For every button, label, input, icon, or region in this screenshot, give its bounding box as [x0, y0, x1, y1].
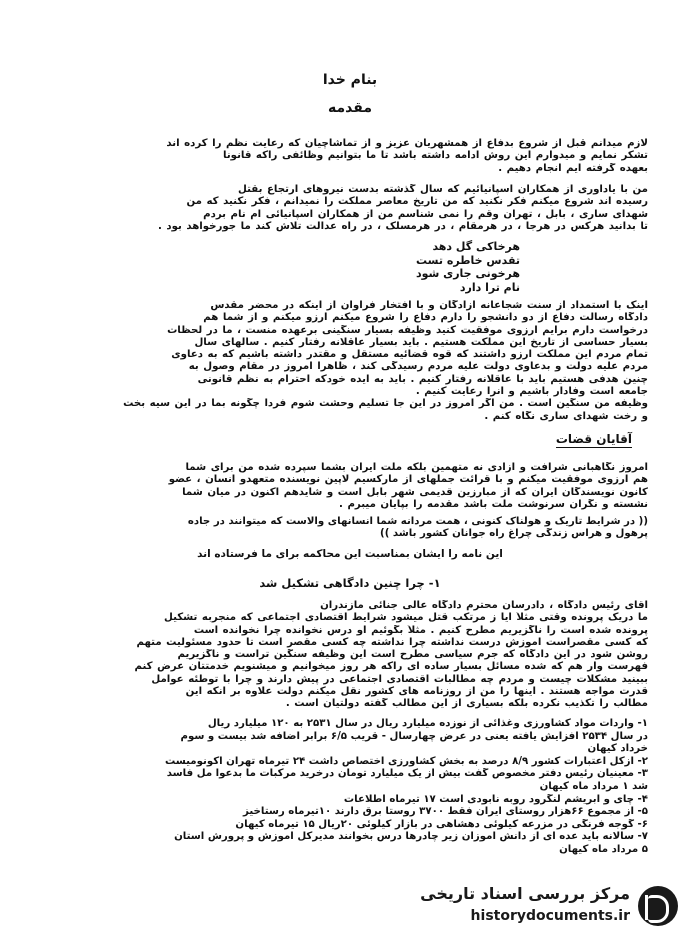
text-line: که کسی مقصراست آموزش درست نداشته چرا نداشته چه کسی مقصر است تا حدود مسئولیت متهم — [136, 636, 648, 648]
remembrance-paragraph — [68, 184, 648, 233]
poem-block — [300, 240, 520, 294]
list-item: ۵ مرداد ماه کیهان — [559, 843, 648, 855]
section-body — [68, 600, 648, 711]
list-item: ۲- ازکل اعتبارات کشور ۸/۹ درصد به بخش کشاورزی اختصاص داشت ۲۴ تیرماه تهران اکونومیست — [164, 755, 648, 767]
basmala-heading: بنام خدا — [322, 72, 378, 88]
text-line: جامعه است وفادار باشیم و آنرا رعایت کنیم . — [415, 386, 648, 398]
text-line: نشسته و نگران سرنوشت ملت باشد مقدمه را بپایان میبرم . — [339, 498, 648, 510]
text-line: ما دریک پرونده وقتی مثلاً آیا ز مرتکب قتل میشود شرایط اقتصادی اجتماعی که منجربه تشکیل — [164, 612, 648, 624]
intro-paragraph — [68, 138, 648, 175]
text-line: وظیفه من سنگین است . من اگر امروز در این جا تسلیم وحشت شوم فردا چگونه بما در این سیه بخت — [123, 398, 648, 410]
text-line: ببینید مشکلات چیست و مردم چه مطالبات اقتصادی اجتماعی در پیش دارند و چرا با توطئه عوامل — [151, 673, 648, 685]
text-line: هم آرزوی موفقیت میکنم و با قرائت جملهای از مارکسیم لاپین نویسنده متعهدو انسان ، عضو — [168, 474, 648, 486]
text-line: شهدای ساری ، بابل ، تهران وقم را نمی شناسم من از همکاران اسپانیائی ام نام بردم — [203, 208, 648, 220]
defense-paragraph — [68, 300, 648, 423]
archive-logo-icon — [638, 886, 678, 926]
quote-line: (( در شرایط تاریک و هولناک کنونی ، همت مردانه شما انسانهای والاست که میتوانند در جاده — [187, 516, 648, 527]
text-line: اینک با استمداد از سنت شجاعانه آزادگان و با افتخار فراوان از اینکه در محضر مقدس — [210, 300, 648, 311]
watermark-url: historydocuments.ir — [470, 908, 630, 924]
list-item: ۷- سالانه باید عده ای از دانش آموزان زیر چادرها درس بخوانند مدیرکل آموزش و پرورش استان — [174, 831, 648, 843]
section-heading: ۱- چرا چنین دادگاهی تشکیل شد — [259, 576, 441, 590]
text-line: مطالب را تکذیب نکرده بلکه بسیاری از این مطالب گفته دولتیان است . — [285, 698, 648, 710]
judges-paragraph — [68, 462, 648, 511]
text-line: دادگاه رسالت دفاع از دو دانشجو را دارم دفاع را شروع میکنم آرزو میکنم و از شما هم — [203, 312, 648, 324]
text-line: چنین هدفی هستیم باید با عاقلانه رفتار کنیم . باید به ایده خودکه احترام به نظم قانونی — [197, 373, 648, 385]
poem-line: تقدس خاطره تست — [416, 253, 520, 267]
text-line: تا بدانید هرکس در هرجا ، در هرمقام ، در هرمسلک ، در راه عدالت تلاش کند ما جورخواهد بود . — [157, 220, 648, 232]
closing-line: این نامه را ایشان بمناسبت این محاکمه برای ما فرستاده اند — [197, 548, 503, 560]
text-line: تمام مردم این مملکت آرزو داشتند که قوه قضائیه مستقل و مقتدر داشته باشیم که به دعاوی — [171, 349, 648, 361]
text-line: قدرت مواجه هستند . اینها را من از روزنامه های کشور نقل میکنم دولت علاوه بر آنکه این — [185, 686, 648, 698]
judges-heading — [556, 432, 632, 446]
text-line: فهرست وار هم که شده مسائل بسیار ساده ای راکه هر روز میخوانیم و میشنویم خدمتتان عرض کنم — [134, 661, 648, 673]
text-line: امروز نگاهبانی شرافت و آزادی نه متهمین بلکه ملت ایران بشما سپرده شده من برای شما — [185, 462, 648, 473]
list-item: ۱- واردات مواد کشاورزی وغذائی از نوزده میلیارد ریال در سال ۲۵۳۱ به ۱۲۰ میلیارد ریال — [207, 718, 648, 729]
poem-line: هرخونی جاری شود — [415, 267, 520, 280]
text-line: بعهده گرفته ایم انجام دهیم . — [498, 162, 648, 174]
text-line: رسیده اند شروع میکنم فکر نکنید که من تاریخ معاصر مملکت را نمیدانم ، فکر نکنید که من — [186, 196, 648, 208]
text-line: بسیار حساسی از تاریخ این مملکت هستیم . باید بسیار عاقلانه رفتار کنیم . سالهای سال — [194, 336, 648, 348]
document-title: مقدمه — [328, 100, 372, 116]
list-item: خرداد کیهان — [587, 743, 648, 755]
text-line: لازم میدانم قبل از شروع بدفاع از همشهریان عزیز و از تماشاچیان که رعایت نظم را کرده اند — [166, 138, 648, 149]
list-item: ۴- چای و ابریشم لنگرود روبه نابودی است ۱۷ تیرماه اطلاعات — [343, 793, 648, 805]
text-line: پرونده شده است را ناگزیریم مطرح کنیم . مثلاً بگوئیم او درس نخوانده چرا نخوانده است — [193, 624, 648, 636]
list-item: ۶- گوجه فرنگی در مزرعه کیلوئی دهشاهی در بازار کیلوئی ۲۰ریال ۱۵ تیرماه کیهان — [235, 818, 648, 830]
statistics-list — [68, 718, 648, 857]
watermark — [418, 884, 678, 932]
text-line: درخواست دارم برایم آرزوی موفقیت کنید وظیفه بسیار سنگینی برعهده منست ، ما در لحظات — [167, 324, 648, 336]
text-line: و رخت شهدای ساری نگاه کنم . — [484, 410, 648, 422]
watermark-name: مرکز بررسی اسناد تاریخی — [420, 884, 630, 903]
poem-line: نام ترا دارد — [459, 280, 520, 294]
list-item: در سال ۲۵۳۴ افزایش یافته یعنی در عرض چهارسال - قریب ۶/۵ برابر اضافه شد بیست و سوم — [180, 730, 648, 742]
quote-block — [68, 516, 648, 541]
text-line: من با یادآوری از همکاران اسپانیائیم که سال گذشته بدست نیروهای ارتجاع بقتل — [238, 184, 648, 195]
text-line: آقای رئیس دادگاه ، دادرسان محترم دادگاه عالی جنائی مازندران — [320, 600, 648, 611]
judges-heading-text: آقایان قضات — [555, 432, 632, 446]
text-line: تشکر نمایم و میدوارم این روش ادامه داشته باشد تا ما بتوانیم وظائفی راکه قانوناً — [223, 150, 648, 162]
list-item: ۳- معینیان رئیس دفتر مخصوص گفت بیش از یک میلیارد تومان درخرید مرکبات ما بدعوا مل فاسد — [166, 768, 648, 780]
text-line: کانون نویسندگان ایران که از مبارزین قدیمی شهر بابل است و شایدهم اکنون در میان شما — [182, 486, 648, 498]
list-item: شد ۱ مرداد ماه کیهان — [539, 780, 648, 792]
list-item: ۵- از مجموع ۶۶هزار روستای ایران فقط ۳۷۰۰ روستا برق دارند ۱۰تیرماه رستاخیز — [243, 806, 648, 818]
text-line: روشن شود در این دادگاه که جرم سیاسی مطرح است این وظیفه سنگین تراست و ناگزیریم — [177, 649, 648, 661]
poem-line: هرخاکی گل دهد — [432, 240, 520, 253]
quote-line: پرهول و هراس زندگی چراغ راه جوانان کشور باشد )) — [380, 528, 648, 540]
text-line: مردم علیه دولت و بدعاوی دولت علیه مردم رسیدگی کند ، ظاهراً امروز در مقام وصول به — [188, 361, 648, 373]
